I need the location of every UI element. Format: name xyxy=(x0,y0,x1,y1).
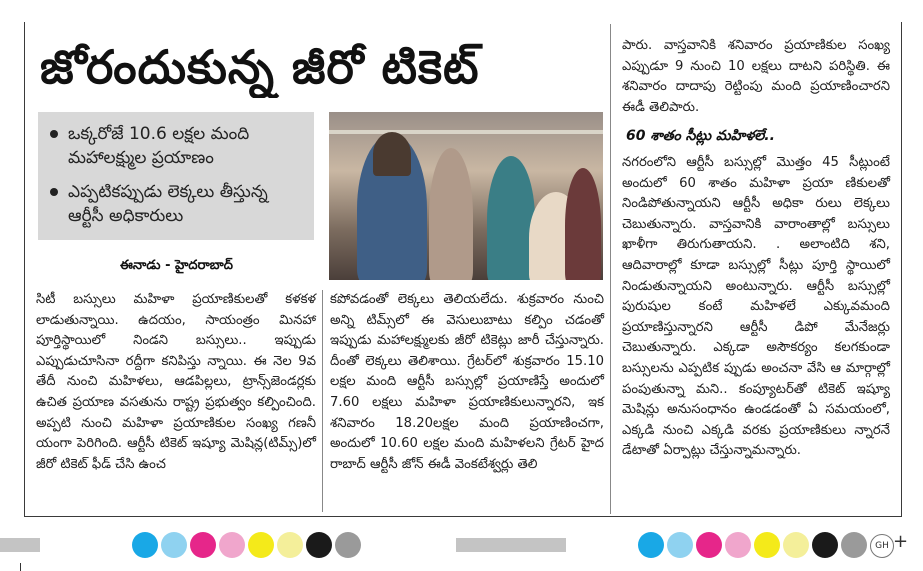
color-swatch xyxy=(638,532,664,558)
byline: ఈనాడు - హైదరాబాద్ xyxy=(120,258,233,273)
highlight-item xyxy=(50,122,305,170)
color-swatch xyxy=(161,532,187,558)
article-column-3 xyxy=(622,36,890,462)
photo-figure xyxy=(373,132,411,176)
highlight-item xyxy=(50,180,305,228)
section-subhead: 60 శాతం సీట్లు మహిళలే.. xyxy=(626,128,775,145)
color-swatch xyxy=(841,532,867,558)
registration-mark: GH xyxy=(870,534,894,558)
photo-figure xyxy=(565,168,601,280)
bus-handrail xyxy=(329,130,603,134)
color-swatch xyxy=(248,532,274,558)
trim-tick xyxy=(20,563,21,571)
color-swatch xyxy=(132,532,158,558)
bullet-icon xyxy=(50,188,58,196)
article-column-2 xyxy=(330,290,604,475)
crop-mark: + xyxy=(893,531,909,552)
color-swatch xyxy=(277,532,303,558)
bullet-icon xyxy=(50,130,58,138)
column-divider xyxy=(322,290,323,512)
color-swatch xyxy=(667,532,693,558)
color-swatch xyxy=(725,532,751,558)
highlight-text: ఒక్కరోజే 10.6 లక్షల మంది మహాలక్ష్ముల ప్రయాణం xyxy=(68,124,250,168)
color-swatch xyxy=(219,532,245,558)
highlights-box xyxy=(38,112,314,240)
color-swatch xyxy=(783,532,809,558)
color-swatch xyxy=(190,532,216,558)
paragraph: కపోవడంతో లెక్కలు తెలియలేదు. శుక్రవారం నుంచి అన్ని టిమ్స్‌లో ఈ వెసులుబాటు కల్పిం చడంతో ఇప్పుడు మహాలక్ష్ములకు జీరో టికెట్లు జారీ చేస్తున్నారు. దీంతో లెక్కలు తెలిశాయి. గ్రేటర్‌లో శుక్రవారం 15.10 లక్షల మంది ఆర్టీసీ బస్సుల్లో ప్రయాణిస్తే అందులో 7.60 లక్షలు మహిళా ప్రయాణికులున్నారని, ఇక శనివారం 18.20లక్షల మంది ప్రయాణించగా, అందులో 10.60 లక్షల మంది మహిళలని గ్రేటర్ హైద రాబాద్ ఆర్టీసీ జోన్ ఈడీ వెంకటేశ్వర్లు తెలి xyxy=(330,292,604,472)
headline: జోరందుకున్న జీరో టికెట్ xyxy=(40,40,480,94)
color-swatch xyxy=(306,532,332,558)
paragraph: పారు. వాస్తవానికి శనివారం ప్రయాణికుల సంఖ్య ఎప్పుడూ 9 నుంచి 10 లక్షలు దాటని పరిస్థితి. ఈ శనివారం దాదాపు రెట్టింపు మంది ప్రయాణించారని ఈడీ తెలిపారు. xyxy=(622,38,890,115)
paragraph: సిటీ బస్సులు మహిళా ప్రయాణికులతో కళకళ లాడుతున్నాయి. ఉదయం, సాయంత్రం మినహా పూర్తిస్థాయిలో నిండని బస్సులు.. ఇప్పుడు ఎప్పుడుచూసినా రద్దీగా కనిపిస్తు న్నాయి. ఈ నెల 9వ తేదీ నుంచి మహిళలు, ఆడపిల్లలు, ట్రాన్స్‌జెండర్లకు ఉచిత ప్రయాణ వసతును రాష్ట్ర ప్రభుత్వం కల్పించింది. అప్పటి నుంచి మహిళా ప్రయాణికుల సంఖ్య గణనీ యంగా పెరిగింది. ఆర్టీసీ టికెట్ ఇష్యూ మెషిన్ల(టిమ్స్)లో జీరో టికెట్ ఫీడ్ చేసి ఉంచ xyxy=(36,292,316,472)
paragraph: నగరంలోని ఆర్టీసీ బస్సుల్లో మొత్తం 45 సీట్లుంటే అందులో 60 శాతం మహిళా ప్రయా ణికులతో నిండిపోతున్నాయని ఆర్టీసీ అధికా రులు లెక్కలు చెబుతున్నారు. వాస్తవానికి వారాంతాల్లో బస్సులు ఖాళీగా తిరుగుతాయని. . అలాంటిది శని, ఆదివారాల్లో కూడా బస్సుల్లో సీట్లు పూర్తి స్థాయిలో నిండుతున్నాయని అంటున్నారు. ఆర్టీసీ బస్సుల్లో పురుషుల కంటే మహిళలే ఎక్కువమంది ప్రయాణిస్తున్నారని ఆర్టీసీ డిపో మేనేజర్లు చెబుతున్నారు. ఎక్కడా అసౌకర్యం కలగకుండా బస్సులను ఎప్పటిక ప్పుడు అంచనా వేసి ఆ మార్గాల్లో పంపుతున్నా మని.. కంప్యూటర్‌తో టికెట్ ఇష్యూ మెషిన్లు అనుసంధానం ఉండడంతో ఏ సమయంలో, ఎక్కడి నుంచి ఎక్కడి వరకు ప్రయాణికులు న్నారనే డేటాతో ఏర్పాట్లు చేస్తున్నామన్నారు. xyxy=(622,154,890,459)
print-gray-bar xyxy=(456,538,566,552)
article-photo xyxy=(329,112,603,280)
photo-figure xyxy=(429,148,473,280)
color-swatch xyxy=(335,532,361,558)
color-swatch xyxy=(696,532,722,558)
color-swatch xyxy=(754,532,780,558)
column-divider xyxy=(610,24,611,514)
print-gray-bar xyxy=(0,538,40,552)
article-column-1 xyxy=(36,290,316,475)
photo-figure xyxy=(487,156,535,280)
highlight-text: ఎప్పటికప్పుడు లెక్కలు తీస్తున్న ఆర్టీసీ అధికారులు xyxy=(68,182,268,226)
color-swatch xyxy=(812,532,838,558)
